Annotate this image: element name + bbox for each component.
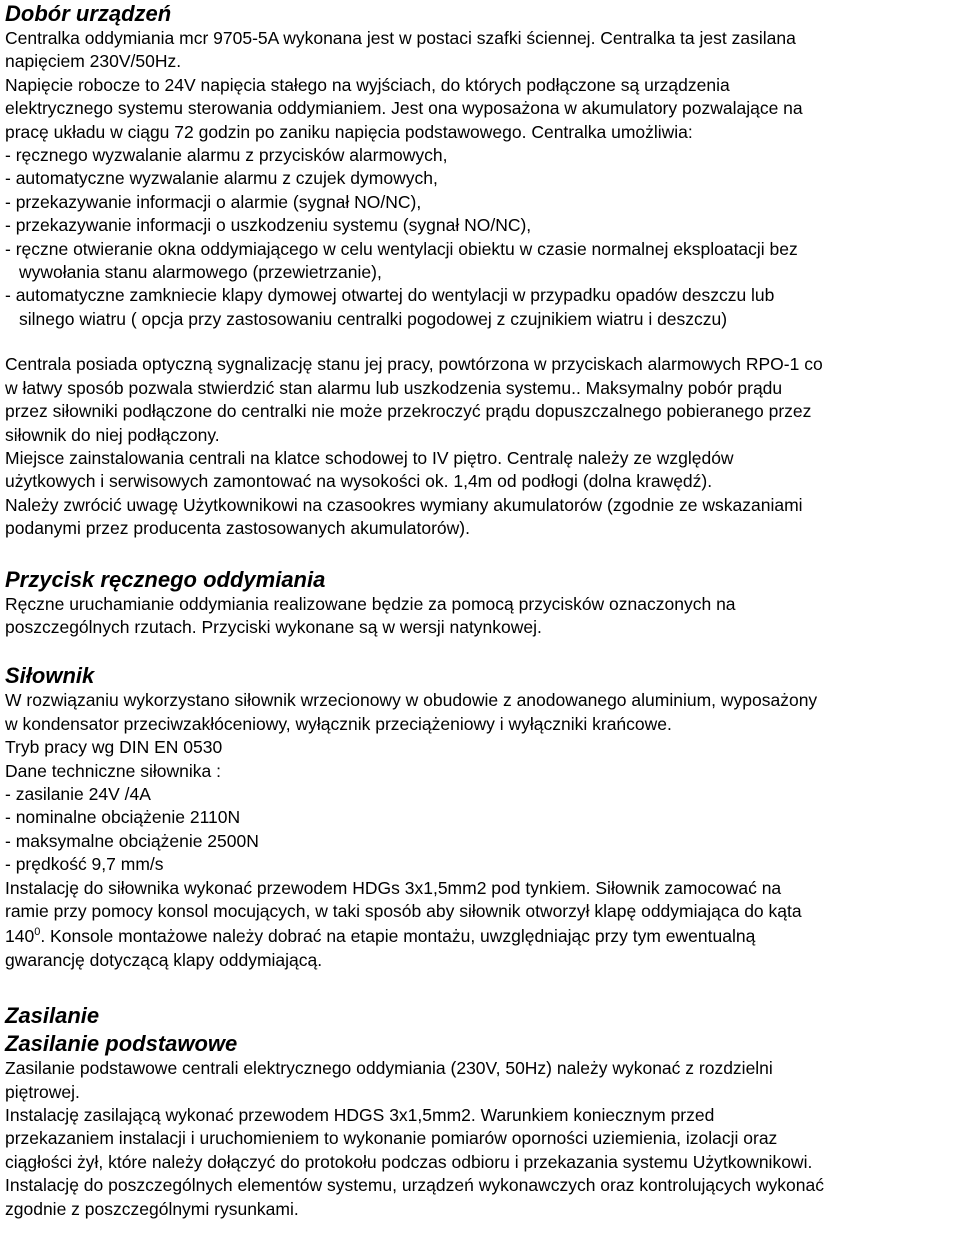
text-line: zgodnie z poszczególnymi rysunkami. bbox=[5, 1198, 299, 1219]
section-heading-dobor: Dobór urządzeń bbox=[5, 1, 172, 26]
text-line: ramie przy pomocy konsol mocujących, w taki sposób aby siłownik otworzył klapę oddymiająca do kąta bbox=[5, 901, 802, 921]
list-item: - przekazywanie informacji o uszkodzeniu systemu (sygnał NO/NC), bbox=[5, 215, 532, 236]
section-silownik-body bbox=[5, 689, 957, 972]
section-przycisk-body bbox=[5, 593, 957, 640]
section-zasilanie-body bbox=[5, 1057, 957, 1221]
list-item: - nominalne obciążenie 2110N bbox=[5, 807, 241, 828]
text-line: napięciem 230V/50Hz. bbox=[5, 51, 182, 72]
text-line: Należy zwrócić uwagę Użytkownikowi na czasookres wymiany akumulatorów (zgodnie ze wskazaniami bbox=[5, 494, 803, 515]
section-heading-przycisk: Przycisk ręcznego oddymiania bbox=[5, 566, 326, 592]
list-item: - maksymalne obciążenie 2500N bbox=[5, 830, 259, 851]
text-line: w kondensator przeciwzakłóceniowy, wyłącznik przeciążeniowy i wyłączniki krańcowe. bbox=[5, 713, 672, 734]
text-line: elektrycznego systemu sterowania oddymianiem. Jest ona wyposażona w akumulatory pozwalające na bbox=[5, 98, 803, 119]
subsection-heading-zasilanie-podstawowe: Zasilanie podstawowe bbox=[5, 1031, 238, 1057]
list-item: - automatyczne wyzwalanie alarmu z czujek dymowych, bbox=[5, 168, 438, 189]
text-line: Centralka oddymiania mcr 9705-5A wykonana jest w postaci szafki ściennej. Centralka ta jest zasilana bbox=[5, 28, 796, 48]
section-heading-silownik: Siłownik bbox=[5, 663, 95, 689]
angle-superscript: 0 bbox=[34, 926, 41, 939]
list-item-continuation: wywołania stanu alarmowego (przewietrzanie), bbox=[19, 262, 382, 283]
text-line: pracę układu w ciągu 72 godzin po zaniku napięcia podstawowego. Centralka umożliwia: bbox=[5, 121, 693, 142]
text-line: Dane techniczne siłownika : bbox=[5, 760, 221, 781]
text-line: Napięcie robocze to 24V napięcia stałego na wyjściach, do których podłączone są urządzenia bbox=[5, 74, 730, 95]
text-line: Ręczne uruchamianie oddymiania realizowane będzie za pomocą przycisków oznaczonych na bbox=[5, 593, 736, 614]
text-line: gwarancję dotyczącą klapy oddymiającą. bbox=[5, 949, 323, 970]
text-line-with-angle bbox=[5, 925, 957, 948]
list-item-continuation: silnego wiatru ( opcja przy zastosowaniu centralki pogodowej z czujnikiem wiatru i deszczu) bbox=[19, 308, 728, 329]
text-line: Zasilanie podstawowe centrali elektrycznego oddymiania (230V, 50Hz) należy wykonać z rozdzielni bbox=[5, 1058, 773, 1079]
angle-rest-text: . Konsole montażowe należy dobrać na etapie montażu, uwzględniając przy tym ewentualną bbox=[40, 926, 756, 947]
text-line: Miejsce zainstalowania centrali na klatce schodowej to IV piętro. Centralę należy ze względów bbox=[5, 447, 734, 468]
list-item: - przekazywanie informacji o alarmie (sygnał NO/NC), bbox=[5, 191, 422, 212]
list-item: - automatyczne zamkniecie klapy dymowej otwartej do wentylacji w przypadku opadów deszczu lub bbox=[5, 285, 775, 306]
section-heading-zasilanie: Zasilanie bbox=[5, 1003, 100, 1029]
section-dobor-body bbox=[5, 27, 957, 331]
text-line: przekazaniem instalacji i uruchomieniem to wykonanie pomiarów oporności uziemienia, izolacji oraz bbox=[5, 1128, 778, 1149]
text-line: w łatwy sposób pozwala stwierdzić stan alarmu lub uszkodzenia systemu.. Maksymalny pobór prądu bbox=[5, 377, 783, 398]
text-line: siłownik do niej podłączony. bbox=[5, 424, 220, 445]
list-item: - ręcznego wyzwalanie alarmu z przycisków alarmowych, bbox=[5, 145, 448, 166]
text-line: Instalację do poszczególnych elementów systemu, urządzeń wykonawczych oraz kontrolujących wykonać bbox=[5, 1175, 825, 1196]
text-line: Tryb pracy wg DIN EN 0530 bbox=[5, 737, 223, 758]
list-item: - prędkość 9,7 mm/s bbox=[5, 854, 164, 875]
text-line: przez siłowniki podłączone do centralki nie może przekroczyć prądu dopuszczalnego pobieranego przez bbox=[5, 401, 812, 422]
text-line: podanymi przez producenta zastosowanych akumulatorów). bbox=[5, 518, 470, 539]
text-line: użytkowych i serwisowych zamontować na wysokości ok. 1,4m od podłogi (dolna krawędź). bbox=[5, 471, 713, 492]
text-line: ciągłości żył, które należy dołączyć do protokołu podczas odbioru i przekazania systemu Użytkownikowi. bbox=[5, 1151, 813, 1172]
text-line: piętrowej. bbox=[5, 1081, 80, 1102]
angle-value: 140 bbox=[5, 926, 35, 947]
text-line: poszczególnych rzutach. Przyciski wykonane są w wersji natynkowej. bbox=[5, 616, 542, 637]
list-item: - ręczne otwieranie okna oddymiającego w celu wentylacji obiektu w czasie normalnej eksploatacji bez bbox=[5, 238, 798, 259]
text-line: Instalację zasilającą wykonać przewodem HDGS 3x1,5mm2. Warunkiem koniecznym przed bbox=[5, 1105, 715, 1126]
text-line: Instalację do siłownika wykonać przewodem HDGs 3x1,5mm2 pod tynkiem. Siłownik zamocować na bbox=[5, 877, 782, 898]
text-line: W rozwiązaniu wykorzystano siłownik wrzecionowy w obudowie z anodowanego aluminium, wyposażony bbox=[5, 690, 818, 711]
list-item: - zasilanie 24V /4A bbox=[5, 783, 151, 804]
text-line: Centrala posiada optyczną sygnalizację stanu jej pracy, powtórzona w przyciskach alarmowych RPO-1 co bbox=[5, 354, 823, 375]
section-dobor-paragraph-2 bbox=[5, 353, 957, 540]
document-page bbox=[5, 0, 957, 1221]
